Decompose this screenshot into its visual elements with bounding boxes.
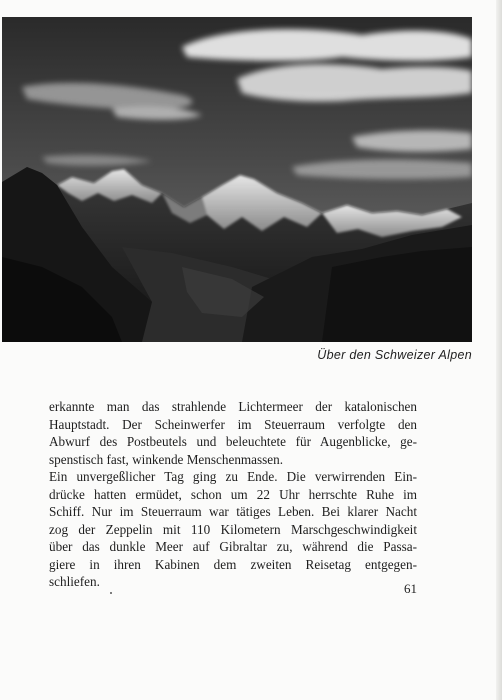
text-line: zog der Zeppelin mit 110 Kilometern Marschgeschwindigkeit — [49, 521, 417, 537]
text-line: spenstisch fast, winkende Menschenmassen. — [49, 451, 284, 467]
body-text — [49, 398, 417, 591]
page-number: 61 — [404, 581, 417, 596]
mountain-photograph — [2, 17, 472, 342]
text-line: erkannte man das strahlende Lichtermeer der katalonischen — [49, 399, 417, 414]
text-line: Schiff. Nur im Steuerraum war tätiges Leben. Bei klarer Nacht — [49, 504, 417, 519]
text-line: über das dunkle Meer auf Gibraltar zu, während die Passa- — [49, 539, 417, 554]
print-speck — [110, 592, 112, 594]
text-line: giere in ihren Kabinen dem zweiten Reisetag entgegen- — [49, 556, 417, 572]
text-line: schliefen. — [49, 574, 100, 589]
photo-caption: Über den Schweizer Alpen — [317, 348, 472, 362]
text-line: drücke hatten ermüdet, schon um 22 Uhr herrschte Ruhe im — [49, 486, 417, 502]
text-line: Abwurf des Postbeutels und beleuchtete für Augenblicke, ge- — [49, 434, 417, 449]
page-edge-shadow — [496, 0, 502, 700]
text-line: Hauptstadt. Der Scheinwerfer im Steuerraum verfolgte den — [49, 416, 417, 432]
text-line: Ein unvergeßlicher Tag ging zu Ende. Die verwirrenden Ein- — [49, 469, 417, 484]
